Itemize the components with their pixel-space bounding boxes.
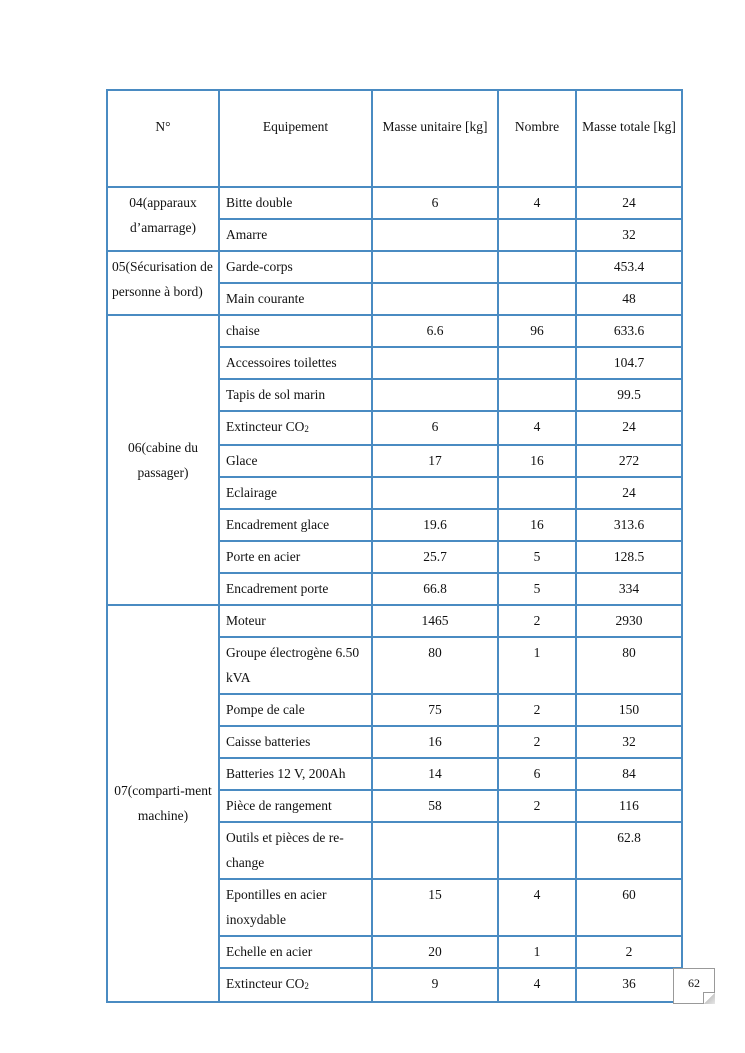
masse-totale-cell: 36 bbox=[576, 968, 682, 1002]
nombre-cell: 2 bbox=[498, 694, 576, 726]
masse-unitaire-cell: 58 bbox=[372, 790, 498, 822]
masse-unitaire-cell: 9 bbox=[372, 968, 498, 1002]
masse-totale-cell: 60 bbox=[576, 879, 682, 936]
masse-unitaire-cell: 75 bbox=[372, 694, 498, 726]
masse-unitaire-cell bbox=[372, 822, 498, 879]
nombre-cell: 1 bbox=[498, 637, 576, 694]
equipement-cell: Moteur bbox=[219, 605, 372, 637]
table-row bbox=[107, 315, 682, 347]
equipement-cell: Pièce de rangement bbox=[219, 790, 372, 822]
masse-totale-cell: 633.6 bbox=[576, 315, 682, 347]
page-curl-icon bbox=[703, 992, 715, 1004]
equipement-cell: Eclairage bbox=[219, 477, 372, 509]
masse-unitaire-cell: 1465 bbox=[372, 605, 498, 637]
nombre-cell bbox=[498, 347, 576, 379]
masse-totale-cell: 62.8 bbox=[576, 822, 682, 879]
masse-totale-cell: 128.5 bbox=[576, 541, 682, 573]
equipement-cell: Caisse batteries bbox=[219, 726, 372, 758]
masse-unitaire-cell: 6.6 bbox=[372, 315, 498, 347]
masse-unitaire-cell: 6 bbox=[372, 187, 498, 219]
masse-totale-cell: 24 bbox=[576, 187, 682, 219]
masse-totale-cell: 24 bbox=[576, 477, 682, 509]
masse-unitaire-cell bbox=[372, 347, 498, 379]
group-cell-05: 05(Sécurisation de personne à bord) bbox=[107, 251, 219, 315]
nombre-cell bbox=[498, 379, 576, 411]
equipement-cell: Outils et pièces de re-change bbox=[219, 822, 372, 879]
masse-totale-cell: 48 bbox=[576, 283, 682, 315]
masse-totale-cell: 80 bbox=[576, 637, 682, 694]
equipement-cell: Main courante bbox=[219, 283, 372, 315]
masse-unitaire-cell bbox=[372, 477, 498, 509]
masse-totale-cell: 104.7 bbox=[576, 347, 682, 379]
equipement-cell: chaise bbox=[219, 315, 372, 347]
equipement-cell bbox=[219, 968, 372, 1002]
header-equipement: Equipement bbox=[219, 90, 372, 187]
header-masse-totale: Masse totale [kg] bbox=[576, 90, 682, 187]
masse-unitaire-cell: 80 bbox=[372, 637, 498, 694]
masse-totale-cell: 84 bbox=[576, 758, 682, 790]
page-number: 62 bbox=[688, 976, 700, 990]
equipement-text: Extincteur CO bbox=[226, 976, 305, 991]
masse-unitaire-cell: 17 bbox=[372, 445, 498, 477]
masse-totale-cell: 24 bbox=[576, 411, 682, 445]
nombre-cell: 16 bbox=[498, 509, 576, 541]
nombre-cell bbox=[498, 283, 576, 315]
nombre-cell: 1 bbox=[498, 936, 576, 968]
equipement-cell: Glace bbox=[219, 445, 372, 477]
masse-totale-cell: 334 bbox=[576, 573, 682, 605]
group-cell-06: 06(cabine du passager) bbox=[107, 315, 219, 605]
table-row bbox=[107, 251, 682, 283]
equipement-cell: Encadrement glace bbox=[219, 509, 372, 541]
table-row bbox=[107, 187, 682, 219]
header-row bbox=[107, 90, 682, 187]
masse-unitaire-cell bbox=[372, 251, 498, 283]
masse-unitaire-cell: 16 bbox=[372, 726, 498, 758]
equipement-cell: Batteries 12 V, 200Ah bbox=[219, 758, 372, 790]
masse-unitaire-cell: 25.7 bbox=[372, 541, 498, 573]
masse-unitaire-cell: 14 bbox=[372, 758, 498, 790]
table-row bbox=[107, 605, 682, 637]
nombre-cell: 4 bbox=[498, 411, 576, 445]
nombre-cell bbox=[498, 477, 576, 509]
masse-unitaire-cell bbox=[372, 219, 498, 251]
header-nombre: Nombre bbox=[498, 90, 576, 187]
masse-totale-cell: 116 bbox=[576, 790, 682, 822]
masse-unitaire-cell: 66.8 bbox=[372, 573, 498, 605]
masse-totale-cell: 2 bbox=[576, 936, 682, 968]
page-number-box bbox=[673, 968, 715, 1004]
nombre-cell: 2 bbox=[498, 605, 576, 637]
equipement-cell: Bitte double bbox=[219, 187, 372, 219]
masse-totale-cell: 313.6 bbox=[576, 509, 682, 541]
nombre-cell: 16 bbox=[498, 445, 576, 477]
nombre-cell: 4 bbox=[498, 968, 576, 1002]
nombre-cell: 4 bbox=[498, 879, 576, 936]
group-cell-07: 07(comparti-ment machine) bbox=[107, 605, 219, 1002]
masse-unitaire-cell bbox=[372, 283, 498, 315]
masse-unitaire-cell: 6 bbox=[372, 411, 498, 445]
masse-totale-cell: 2930 bbox=[576, 605, 682, 637]
equipement-cell: Groupe électrogène 6.50 kVA bbox=[219, 637, 372, 694]
equipement-cell: Porte en acier bbox=[219, 541, 372, 573]
masse-unitaire-cell: 20 bbox=[372, 936, 498, 968]
subscript-2: 2 bbox=[304, 981, 309, 991]
equipement-cell: Amarre bbox=[219, 219, 372, 251]
nombre-cell: 2 bbox=[498, 726, 576, 758]
nombre-cell: 5 bbox=[498, 541, 576, 573]
equipement-text: Extincteur CO bbox=[226, 419, 305, 434]
masse-unitaire-cell: 19.6 bbox=[372, 509, 498, 541]
group-cell-04: 04(apparaux d’amarrage) bbox=[107, 187, 219, 251]
masse-totale-cell: 32 bbox=[576, 726, 682, 758]
equipement-cell: Garde-corps bbox=[219, 251, 372, 283]
nombre-cell bbox=[498, 822, 576, 879]
nombre-cell: 96 bbox=[498, 315, 576, 347]
masse-unitaire-cell bbox=[372, 379, 498, 411]
nombre-cell: 2 bbox=[498, 790, 576, 822]
masse-totale-cell: 453.4 bbox=[576, 251, 682, 283]
equipment-mass-table bbox=[106, 89, 683, 1003]
nombre-cell bbox=[498, 251, 576, 283]
masse-totale-cell: 99.5 bbox=[576, 379, 682, 411]
equipement-cell: Epontilles en acier inoxydable bbox=[219, 879, 372, 936]
nombre-cell: 5 bbox=[498, 573, 576, 605]
masse-totale-cell: 150 bbox=[576, 694, 682, 726]
masse-totale-cell: 32 bbox=[576, 219, 682, 251]
masse-totale-cell: 272 bbox=[576, 445, 682, 477]
equipement-cell: Encadrement porte bbox=[219, 573, 372, 605]
header-n: N° bbox=[107, 90, 219, 187]
equipement-cell: Tapis de sol marin bbox=[219, 379, 372, 411]
masse-unitaire-cell: 15 bbox=[372, 879, 498, 936]
header-masse-unitaire: Masse unitaire [kg] bbox=[372, 90, 498, 187]
subscript-2: 2 bbox=[304, 424, 309, 434]
nombre-cell: 4 bbox=[498, 187, 576, 219]
equipement-cell: Pompe de cale bbox=[219, 694, 372, 726]
nombre-cell: 6 bbox=[498, 758, 576, 790]
equipement-cell: Echelle en acier bbox=[219, 936, 372, 968]
equipement-cell: Accessoires toilettes bbox=[219, 347, 372, 379]
equipement-cell bbox=[219, 411, 372, 445]
nombre-cell bbox=[498, 219, 576, 251]
